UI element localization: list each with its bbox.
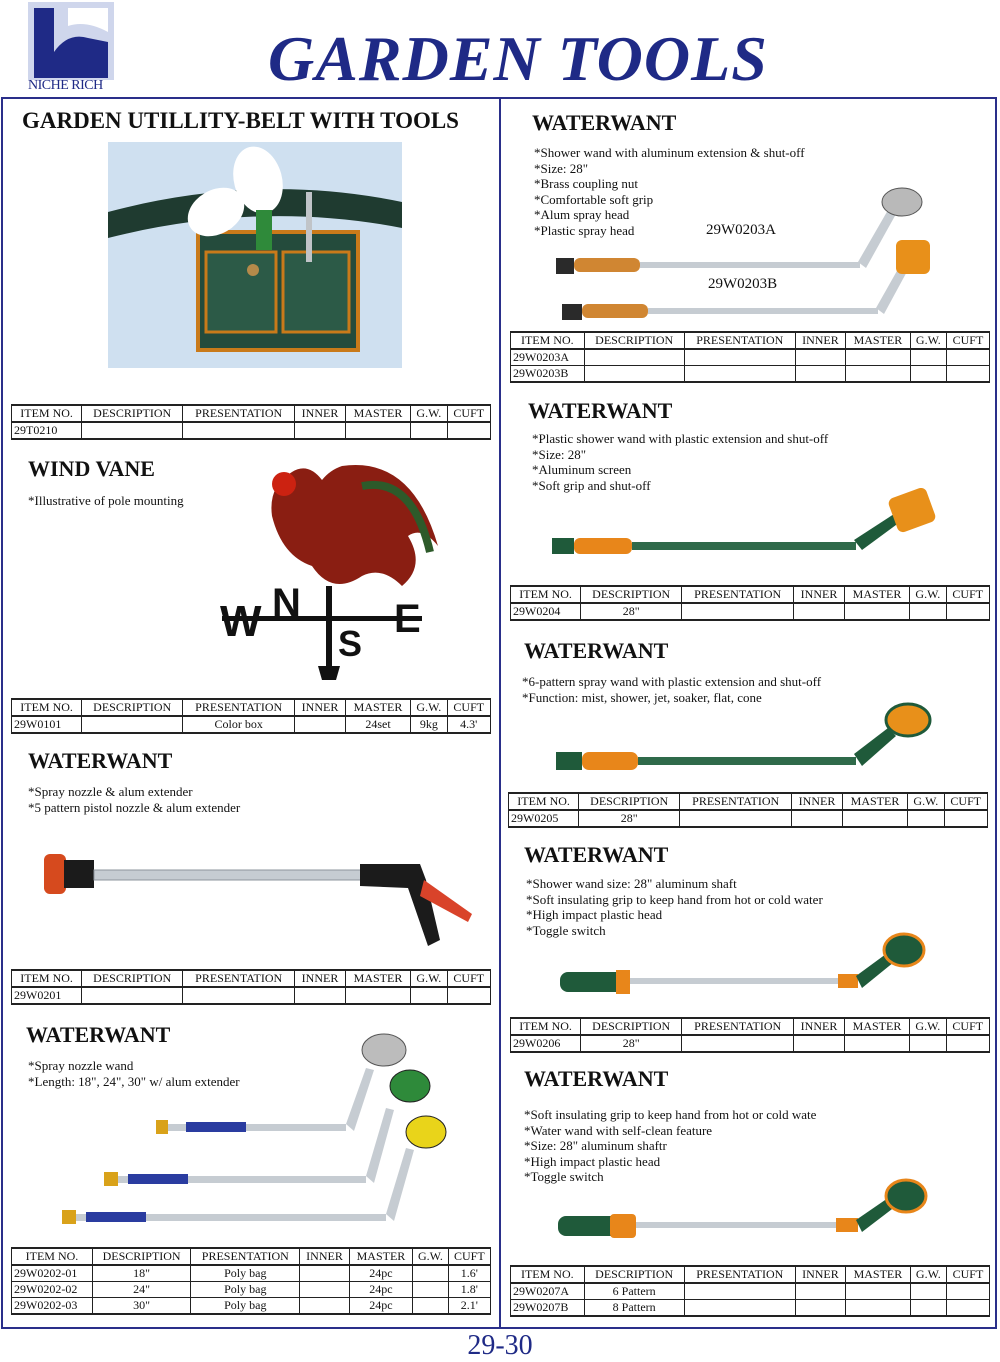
s3-title: WATERWANT xyxy=(524,638,669,663)
cell xyxy=(794,1035,845,1052)
col-description: DESCRIPTION xyxy=(579,793,680,810)
col-gw: G.W. xyxy=(908,793,944,810)
col-item-no: ITEM NO. xyxy=(12,405,82,422)
table-row xyxy=(12,716,491,733)
cell xyxy=(300,1298,349,1315)
col-item-no: ITEM NO. xyxy=(511,332,585,349)
cell: 28" xyxy=(579,810,680,827)
bullet: *Brass coupling nut xyxy=(534,176,638,191)
bullet: *Length: 18", 24", 30" w/ alum extender xyxy=(28,1073,240,1089)
cell: 29W0205 xyxy=(509,810,579,827)
cell xyxy=(946,1300,989,1317)
cell xyxy=(946,603,989,620)
cell xyxy=(682,1035,794,1052)
col-master: MASTER xyxy=(844,586,909,603)
cell xyxy=(411,422,447,439)
bullet: *High impact plastic head xyxy=(526,907,663,922)
cell xyxy=(82,987,183,1004)
col-gw: G.W. xyxy=(411,970,447,987)
table-row xyxy=(511,366,990,383)
col-inner: INNER xyxy=(295,405,346,422)
cell xyxy=(684,1283,795,1300)
pistol-spray-wand-image xyxy=(40,840,474,950)
col-inner: INNER xyxy=(792,793,843,810)
col-presentation: PRESENTATION xyxy=(191,1248,300,1265)
cell xyxy=(183,987,295,1004)
cell xyxy=(844,1035,909,1052)
utility-belt-image xyxy=(108,142,402,368)
column-divider xyxy=(499,97,501,1329)
col-description: DESCRIPTION xyxy=(82,405,183,422)
cell: 24" xyxy=(92,1282,190,1298)
cell xyxy=(795,349,845,366)
cell: Poly bag xyxy=(191,1265,300,1282)
col-master: MASTER xyxy=(345,699,410,716)
col-inner: INNER xyxy=(795,1266,845,1283)
col-master: MASTER xyxy=(842,793,907,810)
cell: Color box xyxy=(183,716,295,733)
cell: Poly bag xyxy=(191,1282,300,1298)
table-header-row xyxy=(511,1018,990,1035)
cell: 24pc xyxy=(349,1298,413,1315)
pistol-wand-title: WATERWANT xyxy=(28,748,173,773)
col-presentation: PRESENTATION xyxy=(183,405,295,422)
cell: 28" xyxy=(581,1035,682,1052)
col-presentation: PRESENTATION xyxy=(680,793,792,810)
col-inner: INNER xyxy=(795,332,845,349)
bullet: *Soft insulating grip to keep hand from hot or cold water xyxy=(526,891,823,907)
windvane-title: WIND VANE xyxy=(28,456,155,481)
bullet: *Toggle switch xyxy=(524,1169,604,1184)
col-description: DESCRIPTION xyxy=(82,699,183,716)
cell xyxy=(910,1283,946,1300)
cell xyxy=(844,603,909,620)
col-item-no: ITEM NO. xyxy=(12,1248,93,1265)
table-header-row xyxy=(511,1266,990,1283)
col-cuft: CUFT xyxy=(447,405,490,422)
col-description: DESCRIPTION xyxy=(82,970,183,987)
cell: 2.1' xyxy=(448,1298,490,1315)
cell xyxy=(345,987,410,1004)
col-gw: G.W. xyxy=(411,405,447,422)
cell: 29W0203A xyxy=(511,349,585,366)
col-presentation: PRESENTATION xyxy=(183,699,295,716)
col-inner: INNER xyxy=(794,586,845,603)
bullet: *Soft grip and shut-off xyxy=(532,477,651,493)
belt-title: GARDEN UTILLITY-BELT WITH TOOLS xyxy=(22,108,459,133)
col-master: MASTER xyxy=(846,1266,911,1283)
col-cuft: CUFT xyxy=(448,1248,490,1265)
cell xyxy=(447,422,490,439)
cell xyxy=(908,810,944,827)
cell xyxy=(411,987,447,1004)
table-row xyxy=(511,603,990,620)
table-row xyxy=(12,422,491,439)
brand-name: NICHE RICH xyxy=(28,78,103,93)
s1-shower-wand-image xyxy=(552,180,936,328)
table-row xyxy=(511,1283,990,1300)
cell xyxy=(295,987,346,1004)
cell xyxy=(584,366,684,383)
table-header-row xyxy=(12,1248,491,1265)
cell xyxy=(792,810,843,827)
s1-code-b: 29W0203B xyxy=(708,276,778,292)
bullet: *Toggle switch xyxy=(526,922,606,938)
cell xyxy=(795,1300,845,1317)
cell: 18" xyxy=(92,1265,190,1282)
col-description: DESCRIPTION xyxy=(581,1018,682,1035)
cell xyxy=(946,366,989,383)
cell: 29W0206 xyxy=(511,1035,581,1052)
col-cuft: CUFT xyxy=(447,699,490,716)
table-row xyxy=(12,1265,491,1282)
bullet: *Size: 28" xyxy=(532,446,587,462)
bullet: *Spray nozzle wand xyxy=(28,1058,134,1073)
col-presentation: PRESENTATION xyxy=(684,1266,795,1283)
cell xyxy=(946,349,989,366)
vane-letter-e: E xyxy=(394,597,421,641)
cell xyxy=(946,1035,989,1052)
cell: 29T0210 xyxy=(12,422,82,439)
s5-self-clean-wand-image xyxy=(554,1178,932,1242)
cell xyxy=(910,1300,946,1317)
cell xyxy=(910,1035,946,1052)
cell xyxy=(82,716,183,733)
s2-spec-table xyxy=(510,585,990,621)
cell xyxy=(846,366,911,383)
bullet: *Comfortable soft grip xyxy=(534,191,654,207)
table-header-row xyxy=(509,793,988,810)
bullet: *Shower wand size: 28" aluminum shaft xyxy=(526,876,737,891)
cell xyxy=(345,422,410,439)
cell: 29W0207A xyxy=(511,1283,585,1300)
cell xyxy=(846,349,911,366)
col-gw: G.W. xyxy=(411,699,447,716)
cell: 29W0201 xyxy=(12,987,82,1004)
s3-bullets xyxy=(522,674,821,705)
col-cuft: CUFT xyxy=(447,970,490,987)
col-gw: G.W. xyxy=(910,1018,946,1035)
bullet: *Size: 28" aluminum shaftr xyxy=(524,1138,667,1153)
s2-bullets xyxy=(532,431,828,493)
table-header-row xyxy=(511,332,990,349)
col-gw: G.W. xyxy=(910,586,946,603)
nozzle-wand-spec-table xyxy=(11,1247,491,1315)
cell xyxy=(944,810,987,827)
col-master: MASTER xyxy=(345,970,410,987)
table-row xyxy=(12,987,491,1004)
col-gw: G.W. xyxy=(910,1266,946,1283)
cell xyxy=(300,1282,349,1298)
cell xyxy=(846,1283,911,1300)
cell xyxy=(295,422,346,439)
col-presentation: PRESENTATION xyxy=(183,970,295,987)
cell xyxy=(680,810,792,827)
table-row xyxy=(511,1300,990,1317)
page-number: 29-30 xyxy=(467,1330,533,1361)
bullet: *Plastic spray head xyxy=(534,222,635,238)
col-inner: INNER xyxy=(295,970,346,987)
table-row xyxy=(509,810,988,827)
table-row xyxy=(511,349,990,366)
cell xyxy=(82,422,183,439)
cell: 9kg xyxy=(411,716,447,733)
table-header-row xyxy=(12,699,491,716)
col-master: MASTER xyxy=(846,332,911,349)
col-master: MASTER xyxy=(345,405,410,422)
bullet: *High impact plastic head xyxy=(524,1153,661,1169)
cell: 6 Pattern xyxy=(584,1283,684,1300)
s1-code-a: 29W0203A xyxy=(706,222,776,238)
cell: 1.8' xyxy=(448,1282,490,1298)
nozzle-wand-set-image xyxy=(56,1028,464,1236)
col-cuft: CUFT xyxy=(944,793,987,810)
cell: 24pc xyxy=(349,1282,413,1298)
cell xyxy=(795,1283,845,1300)
col-cuft: CUFT xyxy=(946,586,989,603)
table-row xyxy=(511,1035,990,1052)
cell: 29W0202-02 xyxy=(12,1282,93,1298)
s3-spec-table xyxy=(508,792,988,828)
cell xyxy=(842,810,907,827)
bullet: *Aluminum screen xyxy=(532,462,632,477)
cell: 29W0203B xyxy=(511,366,585,383)
col-presentation: PRESENTATION xyxy=(682,586,794,603)
col-item-no: ITEM NO. xyxy=(12,970,82,987)
col-description: DESCRIPTION xyxy=(581,586,682,603)
col-gw: G.W. xyxy=(413,1248,448,1265)
col-master: MASTER xyxy=(844,1018,909,1035)
pistol-wand-spec-table xyxy=(11,969,491,1005)
rooster-wind-vane-image xyxy=(212,456,444,682)
bullet: *6-pattern spray wand with plastic extension and shut-off xyxy=(522,674,822,689)
cell xyxy=(447,987,490,1004)
s4-spec-table xyxy=(510,1017,990,1053)
cell: 8 Pattern xyxy=(584,1300,684,1317)
col-gw: G.W. xyxy=(910,332,946,349)
cell: 1.6' xyxy=(448,1265,490,1282)
s2-plastic-wand-image xyxy=(548,488,938,562)
cell xyxy=(413,1282,448,1298)
bullet: *Water wand with self-clean feature xyxy=(524,1122,713,1138)
cell xyxy=(684,366,795,383)
col-item-no: ITEM NO. xyxy=(511,1266,585,1283)
cell xyxy=(413,1298,448,1315)
col-item-no: ITEM NO. xyxy=(509,793,579,810)
s5-title: WATERWANT xyxy=(524,1066,669,1091)
s4-bullets xyxy=(526,876,823,938)
cell xyxy=(795,366,845,383)
vane-letter-s: S xyxy=(338,623,363,664)
s5-spec-table xyxy=(510,1265,990,1317)
cell xyxy=(846,1300,911,1317)
cell xyxy=(682,603,794,620)
table-header-row xyxy=(12,970,491,987)
windvane-bullets xyxy=(28,493,184,509)
cell: 24pc xyxy=(349,1265,413,1282)
cell xyxy=(910,366,946,383)
col-item-no: ITEM NO. xyxy=(511,1018,581,1035)
cell xyxy=(684,1300,795,1317)
cell: 28" xyxy=(581,603,682,620)
s4-aluminum-wand-image xyxy=(556,930,928,1000)
cell: 29W0202-01 xyxy=(12,1265,93,1282)
col-description: DESCRIPTION xyxy=(92,1248,190,1265)
col-master: MASTER xyxy=(349,1248,413,1265)
table-header-row xyxy=(511,586,990,603)
col-inner: INNER xyxy=(300,1248,349,1265)
s1-spec-table xyxy=(510,331,990,383)
col-description: DESCRIPTION xyxy=(584,332,684,349)
cell xyxy=(910,349,946,366)
col-item-no: ITEM NO. xyxy=(511,586,581,603)
bullet: *Spray nozzle & alum extender xyxy=(28,784,193,799)
nozzle-wand-title: WATERWANT xyxy=(26,1022,171,1047)
bullet: *Plastic shower wand with plastic extension and shut-off xyxy=(532,431,829,446)
col-cuft: CUFT xyxy=(946,1018,989,1035)
table-header-row xyxy=(12,405,491,422)
cell xyxy=(910,603,946,620)
s2-title: WATERWANT xyxy=(528,398,673,423)
s1-title: WATERWANT xyxy=(532,110,677,135)
cell: 29W0204 xyxy=(511,603,581,620)
col-presentation: PRESENTATION xyxy=(684,332,795,349)
cell: 30" xyxy=(92,1298,190,1315)
bullet: *Size: 28" xyxy=(534,160,589,176)
bullet: *Function: mist, shower, jet, soaker, flat, cone xyxy=(522,689,762,705)
cell xyxy=(300,1265,349,1282)
cell xyxy=(183,422,295,439)
col-description: DESCRIPTION xyxy=(584,1266,684,1283)
cell: 29W0101 xyxy=(12,716,82,733)
s3-pattern-wand-image xyxy=(552,702,934,782)
cell xyxy=(584,349,684,366)
vane-letter-n: N xyxy=(272,581,301,625)
table-row xyxy=(12,1298,491,1315)
col-presentation: PRESENTATION xyxy=(682,1018,794,1035)
bullet: *Alum spray head xyxy=(534,207,630,222)
belt-spec-table xyxy=(11,404,491,440)
table-row xyxy=(12,1282,491,1298)
cell: 24set xyxy=(345,716,410,733)
col-inner: INNER xyxy=(295,699,346,716)
cell xyxy=(794,603,845,620)
col-cuft: CUFT xyxy=(946,1266,989,1283)
bullet: *Soft insulating grip to keep hand from hot or cold wate xyxy=(524,1107,817,1122)
pistol-wand-bullets xyxy=(28,784,240,815)
col-item-no: ITEM NO. xyxy=(12,699,82,716)
col-cuft: CUFT xyxy=(946,332,989,349)
s5-bullets xyxy=(524,1107,816,1185)
col-inner: INNER xyxy=(794,1018,845,1035)
bullet: *5 pattern pistol nozzle & alum extender xyxy=(28,799,241,815)
cell: 29W0202-03 xyxy=(12,1298,93,1315)
bullet: *Illustrative of pole mounting xyxy=(28,493,184,508)
vane-letter-w: W xyxy=(220,597,262,646)
s4-title: WATERWANT xyxy=(524,842,669,867)
windvane-spec-table xyxy=(11,698,491,734)
page-title: GARDEN TOOLS xyxy=(268,23,768,94)
cell xyxy=(295,716,346,733)
bullet: *Shower wand with aluminum extension & shut-off xyxy=(534,145,805,160)
cell: Poly bag xyxy=(191,1298,300,1315)
cell xyxy=(413,1265,448,1282)
cell xyxy=(684,349,795,366)
cell: 4.3' xyxy=(447,716,490,733)
cell: 29W0207B xyxy=(511,1300,585,1317)
cell xyxy=(946,1283,989,1300)
